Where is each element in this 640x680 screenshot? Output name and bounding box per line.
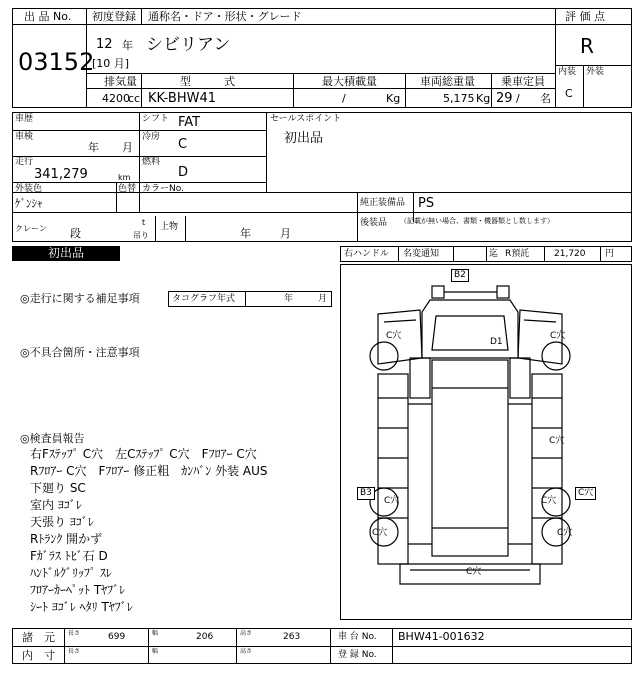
divider xyxy=(12,212,632,213)
note-line: 右Fｽﾃｯﾌﾟ C穴 左Cｽﾃｯﾌﾟ C穴 Fﾌﾛｱｰ C穴 xyxy=(30,447,257,461)
divider xyxy=(12,192,632,193)
divider xyxy=(155,216,156,242)
divider xyxy=(453,246,454,262)
height: 263 xyxy=(283,632,301,642)
name-change-label: 名変通知 xyxy=(403,249,440,259)
length: 699 xyxy=(108,632,126,642)
interior-dims-label: 内 寸 xyxy=(22,649,55,662)
capacity-unit: 名 xyxy=(540,92,551,105)
mark-d1: D1 xyxy=(490,337,503,347)
divider xyxy=(139,182,140,212)
reg-month: [10 月] xyxy=(92,57,130,70)
note-line: 下廻り SC xyxy=(30,481,86,495)
width-label: 幅 xyxy=(152,630,159,637)
sales-point: 初出品 xyxy=(284,131,324,146)
upper-month: 月 xyxy=(280,227,291,240)
divider xyxy=(245,291,246,307)
mark-c: C穴 xyxy=(541,496,557,506)
capacity-slash: / xyxy=(516,92,520,105)
reg-year: 12 xyxy=(96,37,113,52)
mileage-unit: km xyxy=(118,173,131,182)
mark-c: C穴 xyxy=(557,528,573,538)
inspector-notes xyxy=(30,446,268,616)
divider xyxy=(544,246,545,262)
mark-c: C穴 xyxy=(384,496,400,506)
ac-value: C xyxy=(178,137,188,152)
first-reg-label: 初度登録 xyxy=(92,10,136,23)
divider xyxy=(185,216,186,242)
note-line: Fｶﾞﾗｽ ﾄﾋﾞ石 D xyxy=(30,549,108,563)
max-load-label: 最大積載量 xyxy=(322,75,377,88)
divider xyxy=(405,73,406,108)
divider xyxy=(12,156,266,157)
mileage: 341,279 xyxy=(34,167,88,182)
divider xyxy=(64,628,65,664)
width: 206 xyxy=(196,632,214,642)
tachograph-year: 年 xyxy=(284,294,294,304)
rhd-label: 右ハンドル xyxy=(344,249,390,259)
displacement-label: 排気量 xyxy=(104,75,137,88)
height-label: 高さ xyxy=(240,630,253,637)
aftermarket-label: 後装品 xyxy=(360,218,388,228)
divider xyxy=(12,130,266,131)
color-change-label: 色替 xyxy=(118,184,137,194)
divider xyxy=(398,246,399,262)
chassis-number: BHW41-001632 xyxy=(398,630,485,643)
inspector-label: ◎検査員報告 xyxy=(20,432,85,445)
fuel-value: D xyxy=(178,165,189,180)
mark-b2: B2 xyxy=(451,269,469,282)
mark-c: C穴 xyxy=(372,528,388,538)
divider xyxy=(141,73,142,108)
equipment: PS xyxy=(418,196,435,211)
divider xyxy=(266,112,267,192)
divider xyxy=(86,73,555,74)
overall-grade: R xyxy=(580,34,594,58)
crane-label: クレーン xyxy=(15,224,47,233)
divider xyxy=(293,73,294,108)
divider xyxy=(12,646,632,647)
divider xyxy=(148,628,149,664)
ac-label: 冷房 xyxy=(142,132,161,142)
exterior-label: 外装 xyxy=(586,67,605,77)
vehicle-diagram xyxy=(340,264,632,620)
note-line: Rﾌﾛｱｰ C穴 Fﾌﾛｱｰ 修正粗 ｶﾝﾊﾞﾝ 外装 AUS xyxy=(30,464,268,478)
crane-hang: 吊り xyxy=(133,231,149,240)
inspection-year: 年 xyxy=(88,141,99,154)
left-mirror xyxy=(432,286,444,298)
recycle-amount: 21,720 xyxy=(554,249,586,259)
gross-weight: 5,175 xyxy=(443,92,475,105)
mark-c: C穴 xyxy=(549,436,565,446)
divider xyxy=(491,73,492,108)
sales-point-label: セールスポイント xyxy=(270,114,342,124)
interior-grade: C xyxy=(565,87,573,100)
dims-label: 諸 元 xyxy=(22,631,55,644)
recycle-label: R預託 xyxy=(505,249,530,259)
front-right-wheel xyxy=(542,342,570,370)
tachograph-label: タコグラフ年式 xyxy=(172,294,236,304)
note-line: ﾌﾛｱｰｶｰﾍﾟｯﾄ Tﾔﾌﾞﾚ xyxy=(30,583,126,597)
tachograph-month: 月 xyxy=(318,294,328,304)
mark-b3: B3 xyxy=(357,487,375,500)
upper-label: 上物 xyxy=(160,222,179,232)
capacity-label: 乗車定員 xyxy=(501,75,545,88)
yen-unit: 円 xyxy=(605,249,615,259)
type: KK-BHW41 xyxy=(148,91,217,106)
crane-ton: t xyxy=(142,218,146,227)
crane-stage: 段 xyxy=(70,227,81,240)
front-left-wheel xyxy=(370,342,398,370)
load-slash: / xyxy=(342,92,346,105)
gross-weight-unit: Kg xyxy=(476,92,491,105)
divider xyxy=(236,628,237,664)
diagram-frame xyxy=(341,265,632,620)
length-label: 長さ xyxy=(68,630,81,637)
divider xyxy=(555,8,556,108)
width-label: 幅 xyxy=(152,648,159,655)
divider xyxy=(12,24,632,25)
divider xyxy=(141,8,142,24)
model-desc-label: 通称名・ドア・形状・グレード xyxy=(148,10,302,23)
type-label: 型 式 xyxy=(180,75,235,88)
shift-label: シフト xyxy=(142,114,170,124)
capacity: 29 xyxy=(496,91,513,106)
reg-year-unit: 年 xyxy=(122,39,133,52)
note-line: ｼｰﾄ ﾖｺﾞﾚ ﾍﾀﾘ Tﾔﾌﾞﾚ xyxy=(30,600,133,614)
note-line: ﾊﾝﾄﾞﾙｸﾞﾘｯﾌﾟ ｽﾚ xyxy=(30,566,112,580)
load-unit: Kg xyxy=(386,92,401,105)
exterior-color-label: 外装色 xyxy=(15,184,43,194)
right-mirror xyxy=(497,286,509,298)
divider xyxy=(357,192,358,242)
mileage-label: 走行 xyxy=(15,157,34,167)
model-name: シビリアン xyxy=(146,35,231,55)
fuel-label: 燃料 xyxy=(142,157,161,167)
length-label: 長さ xyxy=(68,648,81,655)
equipment-label: 純正装備品 xyxy=(360,198,406,208)
displacement: 4200 xyxy=(102,92,130,105)
upper-year: 年 xyxy=(240,227,251,240)
registration-label: 登 録 No. xyxy=(338,650,377,660)
mark-c: C穴 xyxy=(466,567,482,577)
gross-weight-label: 車両総重量 xyxy=(420,75,475,88)
mark-c: C穴 xyxy=(550,331,566,341)
driving-remarks-label: ◎走行に関する補足事項 xyxy=(20,292,140,305)
divider xyxy=(116,182,117,212)
divider xyxy=(392,628,393,664)
mark-c-right: C穴 xyxy=(575,487,596,500)
divider xyxy=(330,628,331,664)
defects-label: ◎不具合箇所・注意事項 xyxy=(20,346,140,359)
mark-c: C穴 xyxy=(386,331,402,341)
first-listing-banner: 初出品 xyxy=(12,246,120,261)
divider xyxy=(486,246,487,262)
grade-label: 評 価 点 xyxy=(565,10,605,23)
height-label: 高さ xyxy=(240,648,253,655)
divider xyxy=(583,65,584,108)
note-line: Rﾄﾗﾝｸ 開かず xyxy=(30,532,103,546)
divider xyxy=(139,112,140,192)
color-code-label: カラーNo. xyxy=(142,184,184,194)
interior-label: 内装 xyxy=(558,67,577,77)
divider xyxy=(555,65,632,66)
inspection-label: 車検 xyxy=(15,132,34,142)
exterior-color: ｹﾞﾝｼｬ xyxy=(15,197,43,210)
name-change-note: 迄 xyxy=(489,249,499,259)
divider xyxy=(86,88,555,89)
history-label: 車歴 xyxy=(15,114,34,124)
inspection-month: 月 xyxy=(122,141,133,154)
lot-label: 出 品 No. xyxy=(24,10,72,23)
divider xyxy=(600,246,601,262)
chassis-label: 車 台 No. xyxy=(338,632,377,642)
aftermarket-note: （記載が無い場合、書類・機器類とし数します） xyxy=(400,217,554,225)
shift-value: FAT xyxy=(178,115,201,130)
note-line: 天張り ﾖｺﾞﾚ xyxy=(30,515,94,529)
lot-number: 03152 xyxy=(18,48,95,76)
cc-unit: cc xyxy=(128,92,141,105)
note-line: 室内 ﾖｺﾞﾚ xyxy=(30,498,82,512)
